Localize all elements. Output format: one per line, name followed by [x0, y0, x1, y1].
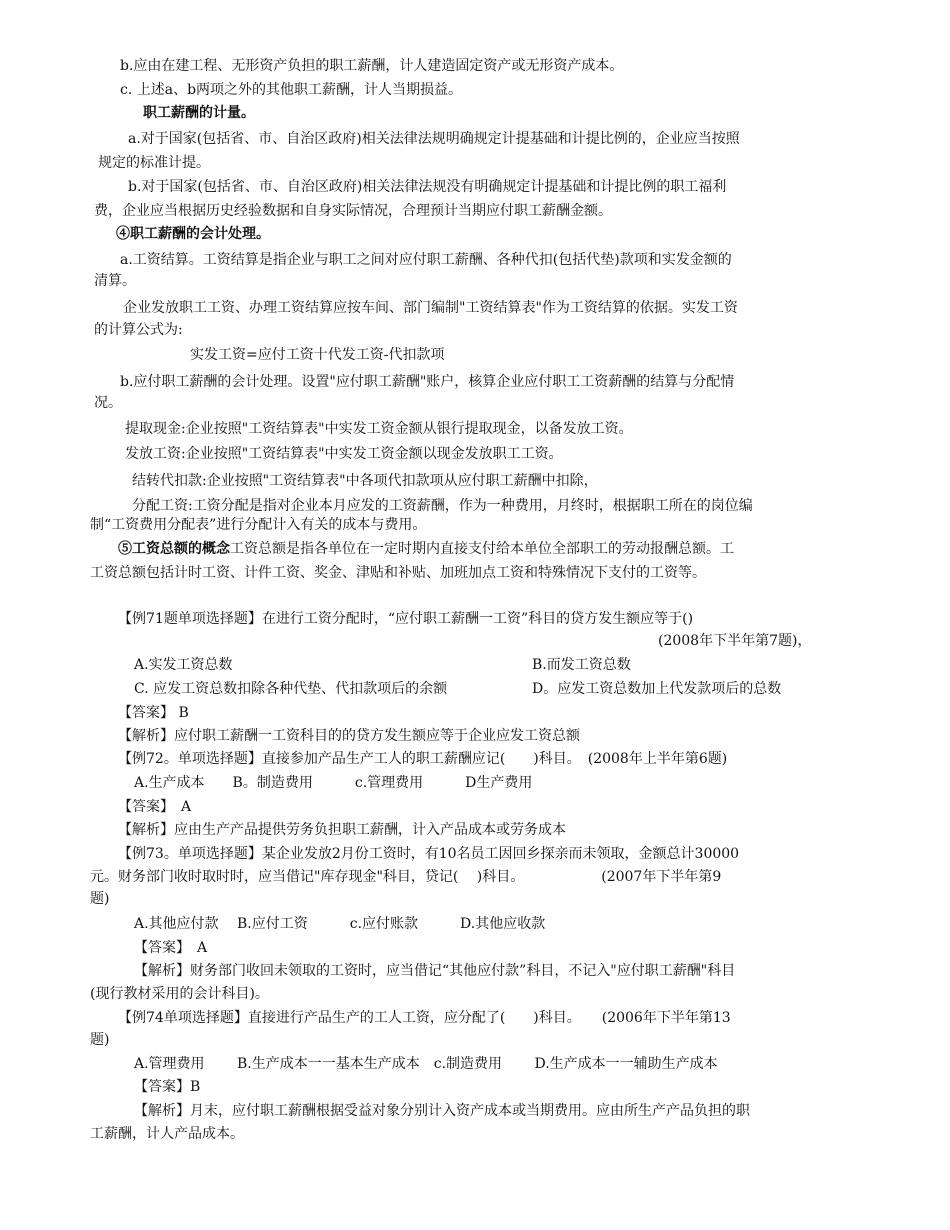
text-line: 的计算公式为: — [94, 322, 183, 338]
text-line: C. 应发工资总数扣除各种代垫、代扣款项后的余额 — [134, 681, 448, 697]
text-line: D。应发工资总数加上代发款项后的总数 — [532, 681, 782, 697]
text-line: 【解析】应由生产产品提供劳务负担职工薪酬，计入产品成本或劳务成本 — [118, 822, 566, 838]
text-line: 题) — [90, 1032, 110, 1048]
text-line: A.实发工资总数 — [134, 657, 233, 673]
text-line: 【答案】 A — [134, 940, 208, 956]
text-line: b.对于国家(包括省、市、自治区政府)相关法律法规没有明确规定计提基础和计提比例的职工福利 — [128, 179, 727, 195]
text-line: 费，企业应当根据历史经验数据和自身实际情况，合理预计当期应付职工薪酬金额。 — [94, 203, 612, 219]
text-line: 【例72。单项选择题】直接参加产品生产工人的职工薪酬应记( )科目。 (2008年上半年第6题) — [118, 751, 728, 767]
text-line: 【答案】 A — [118, 799, 192, 815]
text-line: 分配工资:工资分配是指对企业本月应发的工资薪酬，作为一种费用，月终时，根据职工所在的岗位编 — [132, 498, 753, 514]
text-line: A.生产成本 B。制造费用 c.管理费用 D生产费用 — [134, 775, 533, 791]
text-line: ④职工薪酬的会计处理。 — [116, 226, 270, 242]
text-line: a.工资结算。工资结算是指企业与职工之间对应付职工薪酬、各种代扣(包括代垫)款项和实发金额的 — [120, 252, 732, 268]
text-line: 发放工资:企业按照"工资结算表"中实发工资金额以现金发放职工工资。 — [125, 446, 563, 462]
text-line: 况。 — [94, 395, 122, 411]
text-line: 企业发放职工工资、办理工资结算应按车间、部门编制"工资结算表"作为工资结算的依据。实发工资 — [123, 300, 738, 316]
text-line: 题) — [90, 891, 110, 907]
text-line: 【例74单项选择题】直接进行产品生产的工人工资，应分配了( )科目。 (2006年下半年第13 — [118, 1010, 731, 1026]
text-line: A.管理费用 B.生产成本一一基本生产成本 c.制造费用 D.生产成本一一辅助生产成本 — [134, 1056, 718, 1072]
text-line: 工资总额包括计时工资、计件工资、奖金、津贴和补贴、加班加点工资和特殊情况下支付的工资等。 — [90, 565, 706, 581]
text-line: b.应由在建工程、无形资产负担的职工薪酬，计人建造固定资产或无形资产成本。 — [120, 58, 624, 74]
text-line: b.应付职工薪酬的会计处理。设置"应付职工薪酬"账户，核算企业应付职工工资薪酬的结算与分配情 — [120, 374, 735, 390]
text-line: 元。财务部门收时取时时，应当借记"库存现金"科目，贷记( )科目。 (2007年下半年第9 — [90, 869, 722, 885]
text-line: 【解析】财务部门收回未领取的工资时，应当借记“其他应付款”科目，不记入"应付职工薪酬"科目 — [134, 963, 736, 979]
text-line: 提取现金:企业按照"工资结算表"中实发工资金额从银行提取现金，以备发放工资。 — [125, 421, 633, 437]
text-line: 【例73。单项选择题】某企业发放2月份工资时，有10名员工因回乡探亲而未领取，金额总计30000 — [118, 846, 740, 862]
text-line: (2008年下半年第7题)， — [658, 633, 812, 649]
text-line: A.其他应付款 B.应付工资 c.应付账款 D.其他应收款 — [134, 916, 546, 932]
wage-total-heading: ⑤工资总额的概念 — [118, 541, 230, 557]
text-line: 【解析】月末，应付职工薪酬根据受益对象分别计入资产成本或当期费用。应由所生产产品负担的职 — [134, 1103, 750, 1119]
text-line: B.而发工资总数 — [532, 657, 631, 673]
text-line: 【解析】应付职工薪酬一工资科目的的贷方发生额应等于企业应发工资总额 — [118, 728, 580, 744]
wage-total-concept-line — [118, 540, 734, 558]
text-line: 职工薪酬的计量。 — [143, 105, 255, 121]
text-line: 工薪酬，计人产品成本。 — [90, 1126, 244, 1142]
text-line: c. 上述a、b两项之外的其他职工薪酬，计人当期损益。 — [120, 82, 463, 98]
text-line: 结转代扣款:企业按照"工资结算表"中各项代扣款项从应付职工薪酬中扣除， — [132, 473, 598, 489]
text-line: 规定的标准计提。 — [98, 155, 210, 171]
text-line: 制“工资费用分配表”进行分配计入有关的成本与费用。 — [90, 517, 427, 533]
text-line: 【答案】 B — [118, 705, 189, 721]
text-line: (现行教材采用的会计科目)。 — [90, 986, 269, 1002]
text-line: 【答案】B — [134, 1079, 201, 1095]
text-line: a.对于国家(包括省、市、自治区政府)相关法律法规明确规定计提基础和计提比例的，企业应当按照 — [128, 131, 740, 147]
wage-total-definition: 工资总额是指各单位在一定时期内直接支付给本单位全部职工的劳动报酬总额。工 — [230, 541, 734, 557]
text-line: 清算。 — [94, 273, 136, 289]
text-line: 【例71题单项选择题】在进行工资分配时，“应付职工薪酬一工资”科目的贷方发生额应等于() — [118, 611, 694, 627]
text-line: 实发工资=应付工资十代发工资-代扣款项 — [190, 347, 445, 363]
